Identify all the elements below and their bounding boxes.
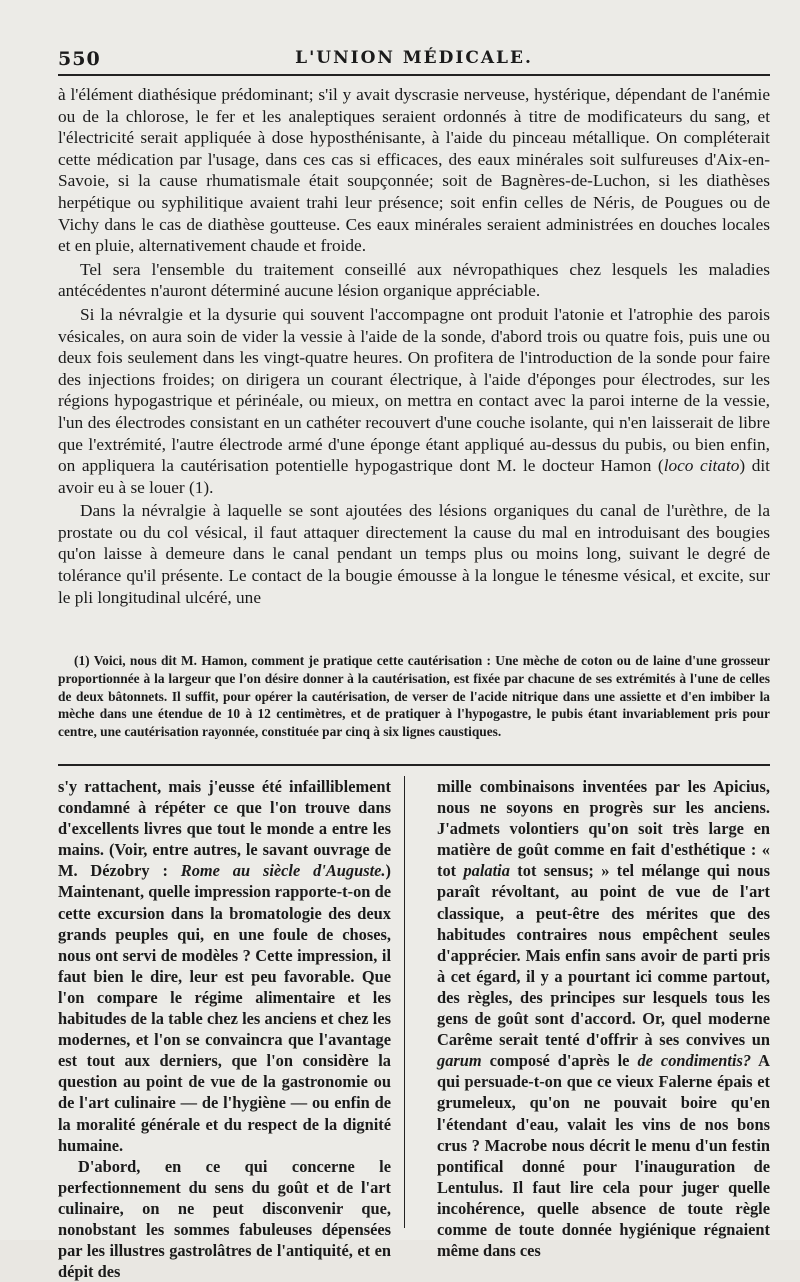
text-run: ) dit avoir eu à se louer (1). xyxy=(58,456,770,497)
two-column-section xyxy=(58,776,771,1282)
italic-text: de condimentis? xyxy=(637,1051,752,1071)
paragraph: D'abord, en ce qui concerne le perfectionnement du sens du goût et de l'art culinaire, on ne peut disconvenir que, nonobstant les sommes fabuleuses dépensées par les illustres gastrolâtres de l'antiquité, et en dépit des xyxy=(58,1156,391,1282)
text-run: s'y rattachent, mais j'eusse été infailliblement condamné à répéter ce que l'on trouve dans d'excellents livres que tout le monde a entre les mains. (Voir, entre autres, le savant ouvrage de M. Dézobry : xyxy=(58,777,391,881)
paragraph: Tel sera l'ensemble du traitement conseillé aux névropathiques chez lesquels les maladies antécédentes n'auront déterminé aucune lésion organique appréciable. xyxy=(58,259,770,301)
right-column xyxy=(437,776,770,1261)
paragraph xyxy=(58,776,391,1156)
column-rule xyxy=(404,776,405,1228)
paragraph xyxy=(58,304,770,498)
text-run: Si la névralgie et la dysurie qui souvent l'accompagne ont produit l'atonie et l'atrophie des parois vésicales, on aura soin de vider la vessie à l'aide de la sonde, d'abord trois ou quatre fois, puis une ou deux fois seulement dans les vingt-quatre heures. On profitera de l'introduction de la sonde pour faire des injections froides; on dirigera un courant électrique, à l'aide d'éponges pour électrodes, sur les régions hypogastrique et périnéale, ou mieux, on mettra en contact avec la paroi interne de la vessie, l'un des électrodes consistant en un cathéter recouvert d'une couche isolante, qui n'en laisserait de libre que l'extrémité, l'autre électrode armé d'une éponge étant appliqué au-dessus du pubis, ou bien enfin, on appliquera la cautérisation potentielle hypogastrique dont M. le docteur Hamon ( xyxy=(58,304,770,476)
italic-text: garum xyxy=(437,1051,482,1071)
italic-text: palatia xyxy=(463,861,510,881)
section-divider xyxy=(58,764,770,766)
text-run: mille combinaisons inventées par les Apicius, nous ne soyons en progrès sur les anciens. J'admets volontiers qu'on soit très large en matière de goût comme en fait d'esthétique : « tot xyxy=(437,777,770,881)
italic-text: loco citato xyxy=(663,456,740,476)
page-number: 550 xyxy=(58,48,101,70)
paragraph: Dans la névralgie à laquelle se sont ajoutées des lésions organiques du canal de l'urèthre, de la prostate ou du col vésical, il faut attaquer directement la cause du mal en introduisant des bougies qu'on laisse à demeure dans le canal pendant un temps plus ou moins long, suivant le degré de tolérance qu'il présente. Le contact de la bougie émousse à la longue le ténesme vésical, et excite, sur le pli longitudinal ulcéré, une xyxy=(58,501,770,607)
text-run: ) Maintenant, quelle impression rapporte-t-on de cette excursion dans la bromatologie des deux grands peuples qui, en une foule de choses, nous ont servi de modèles ? Cette impression, il faut bien le dire, leur est peu favorable. Que l'on compare le régime alimentaire et les habitudes de la table chez les anciens et chez les modernes, et l'on se convaincra que l'avantage est tout aux derniers, que l'on considère la question au point de vue de la gastronomie ou de l'art culinaire — de l'hygiène — ou enfin de la moralité générale et du respect de la dignité humaine. xyxy=(58,861,391,1155)
text-run: A qui persuade-t-on que ce vieux Falerne épais et grumeleux, qu'on ne pouvait boire qu'en l'étendant d'eau, valait les vins de nos bons crus ? Macrobe nous décrit le menu d'un festin pontifical donné pour l'inauguration de Lentulus. Il faut lire cela pour juger quelle incohérence, quelle absence de toute règle comme de toute donnée hygiénique régnaient même dans ces xyxy=(437,1051,771,1261)
page-header xyxy=(58,46,770,76)
running-title: L'UNION MÉDICALE. xyxy=(295,48,533,68)
text-run: composé d'après le xyxy=(481,1051,638,1071)
paragraph xyxy=(437,776,770,1261)
italic-text: Rome au siècle d'Auguste. xyxy=(180,861,386,881)
text-run: tot sensus; » tel mélange qui nous paraît révoltant, au point de vue de l'art classique, a peut-être des mérites que des habitudes contraires nous empêchent seules d'apprécier. Mais enfin sans avoir de parti pris à cet égard, il y a pourtant ici comme partout, des règles, des principes sur lesquels tous les gens de goût sont d'accord. Or, quel moderne Carême serait tenté d'offrir à ses convives un xyxy=(437,861,771,1050)
left-column xyxy=(58,776,391,1282)
main-text xyxy=(58,84,770,608)
paragraph: à l'élément diathésique prédominant; s'il y avait dyscrasie nerveuse, hystérique, dépendant de l'anémie ou de la chlorose, le fer et les analeptiques seraient ordonnés à titre de modificateurs du sang, et l'électricité serait appliquée à dose hyposthénisante, à l'aide du pinceau métallique. On compléterait cette médication par l'usage, dans ces cas si efficaces, des eaux minérales soit sulfureuses d'Aix-en-Savoie, si la cause rhumatismale était soupçonnée; soit de Bagnères-de-Luchon, si les diathèses herpétique ou syphilitique avaient trahi leur présence; soit enfin celles de Néris, de Pougues ou de Vichy dans le cas de diathèse goutteuse. Ces eaux minérales seraient administrées en douches locales et en pluie, alternativement chaude et froide. xyxy=(58,85,770,256)
footnote: (1) Voici, nous dit M. Hamon, comment je pratique cette cautérisation : Une mèche de coton ou de laine d'une grosseur proportionnée à la largeur que l'on désire donner à la cautérisation, est fixée par chacune de ses extrémités à l'une de celles de deux bâtonnets. Il suffit, pour opérer la cautérisation, de verser de l'acide nitrique dans une assiette et d'en imbiber la mèche dans une étendue de 10 à 12 centimètres, et de pratiquer à l'hypogastre, le pubis étant invariablement pris pour centre, une cautérisation rayonnée, constituée par cinq à six lignes caustiques. xyxy=(58,653,770,740)
